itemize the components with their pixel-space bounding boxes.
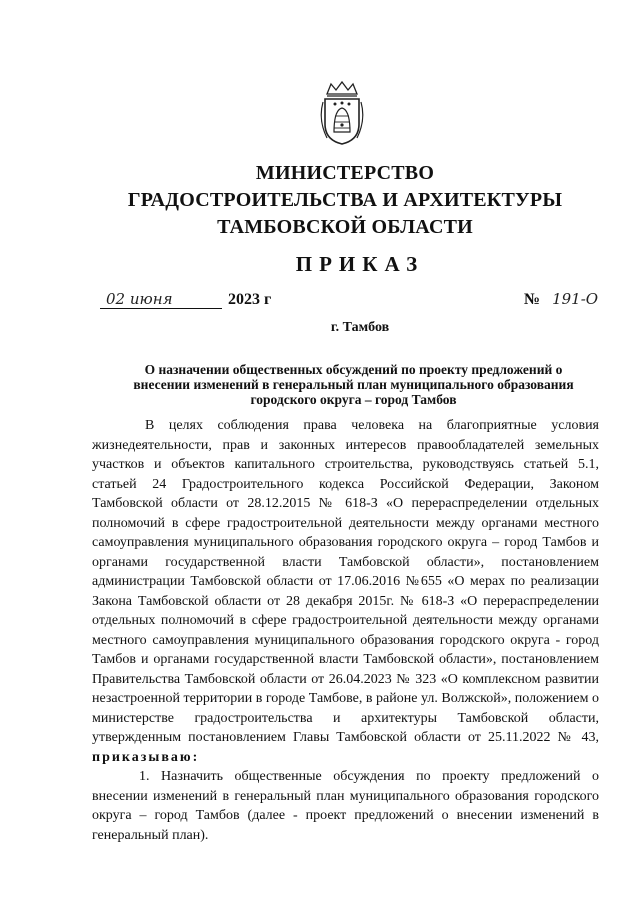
subject-line-2: внесении изменений в генеральный план муниципального образования bbox=[133, 377, 574, 392]
order-body bbox=[92, 416, 599, 845]
number-label: № bbox=[524, 291, 541, 308]
city: г. Тамбов bbox=[330, 320, 390, 335]
order-year: 2023 г bbox=[228, 291, 272, 308]
subject-line-3: городского округа – город Тамбов bbox=[250, 392, 457, 407]
ministry-line-1: МИНИСТЕРСТВО bbox=[255, 162, 435, 184]
order-date bbox=[100, 290, 271, 309]
subject-line-1: О назначении общественных обсуждений по проекту предложений о bbox=[144, 362, 563, 377]
ministry-name bbox=[0, 160, 640, 241]
ministry-line-3: ТАМБОВСКОЙ ОБЛАСТИ bbox=[217, 216, 473, 238]
handwritten-number: 191-О bbox=[552, 290, 599, 308]
ministry-line-2: ГРАДОСТРОИТЕЛЬСТВА И АРХИТЕКТУРЫ bbox=[127, 189, 563, 211]
preamble-text: В целях соблюдения права человека на благоприятные условия жизнедеятельности, прав и законных интересов правообладателей земельных участков и объектов капитального строительства, руководствуясь статьей 5.1, статьей 24 Градостроительного кодекса Российской Федерации, Законом Тамбовской области от 28.12.2015 № 618-З «О перераспределении отдельных полномочий в сфере градостроительной деятельности между органами местного самоуправления муниципального образования городского округа – город Тамбов и органами государственной власти Тамбовской области», постановлением администрации Тамбовской области от 17.06.2016 №655 «О мерах по реализации Закона Тамбовской области от 28 декабря 2015г. № 618-З «О перераспределении отдельных полномочий в сфере градостроительной деятельности между органами местного самоуправления муниципального образования городского округа - город Тамбов и органами государственной власти Тамбовской области», постановлением Правительства Тамбовской области от 26.04.2023 № 323 «О комплексном развитии незастроенной территории в городе Тамбове, в районе ул. Волжской», положением о министерстве градостроительства и архитектуры Тамбовской области, утвержденным постановлением Главы Тамбовской области от 25.11.2022 № 43, bbox=[92, 418, 599, 745]
preamble-paragraph bbox=[92, 416, 599, 767]
order-subject bbox=[96, 362, 611, 407]
document-type: ПРИКАЗ bbox=[295, 252, 425, 276]
order-number bbox=[524, 290, 598, 309]
command-word: приказываю: bbox=[92, 749, 200, 765]
order-item-1: 1. Назначить общественные обсуждения по проекту предложений о внесении изменений в генеральный план муниципального образования городского округа – город Тамбов (далее - проект предложений о внесении изменений в генеральный план). bbox=[92, 769, 599, 843]
handwritten-date: 02 июня bbox=[100, 290, 222, 309]
tambov-region-coat-of-arms-icon bbox=[317, 80, 367, 146]
